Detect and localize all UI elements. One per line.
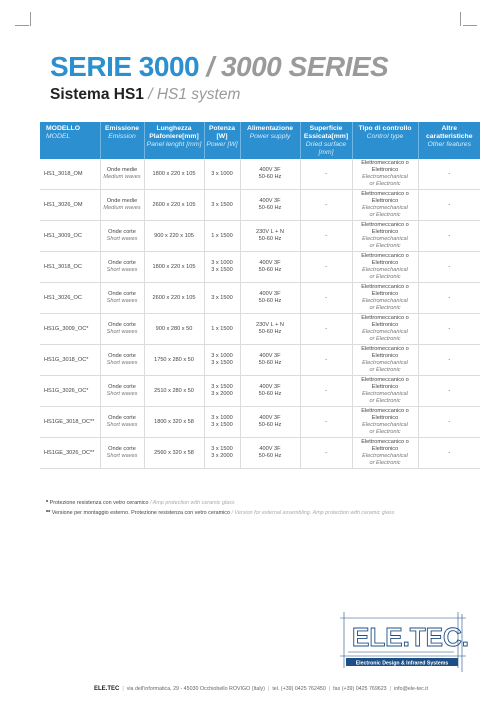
supply-frequency: 50-60 Hz [258, 391, 282, 397]
cell-emission [100, 345, 144, 376]
model-code: HS1_3009_OC [44, 232, 82, 239]
table-header-row [40, 122, 480, 159]
control-type: Elettromeccanico o [361, 377, 409, 383]
cell-control [352, 190, 418, 221]
panel-dimensions: 2600 x 220 x 105 [152, 201, 196, 208]
other-features: - [448, 294, 451, 301]
dried-surface: - [325, 387, 327, 394]
power-value-alt: 3 x 2000 [211, 391, 233, 397]
control-type-english: or Electronic [369, 367, 401, 373]
dried-surface: - [325, 201, 327, 208]
emission-type: Onde medie [106, 167, 138, 173]
cell-control [352, 438, 418, 469]
cell-supply [240, 159, 300, 190]
emission-type: Onde corte [108, 446, 136, 452]
supply-voltage: 400V 3F [259, 291, 281, 297]
cell-power [204, 376, 240, 407]
cell-model [40, 283, 100, 314]
column-header-label-english: Dried surface [mm] [305, 141, 347, 156]
cell-other [418, 221, 480, 252]
control-type-english: Electromechanical [362, 236, 408, 242]
model-code: HS1_3018_OM [44, 170, 83, 177]
other-features: - [448, 449, 451, 456]
other-features: - [448, 356, 451, 363]
cell-model [40, 314, 100, 345]
panel-dimensions: 1800 x 220 x 105 [152, 263, 196, 270]
supply-voltage: 400V 3F [259, 260, 281, 266]
cell-supply [240, 376, 300, 407]
control-type: Elettromeccanico o [361, 160, 409, 166]
cell-surface [300, 438, 352, 469]
page-footer: ELE.TEC | via dell'informatica, 29 - 45030 Occhiobello ROVIGO (Italy) | tel. (+39) 0425 762450 | fax (+39) 0425 769623 | info@ele-tec.it [94, 686, 428, 692]
cell-other [418, 283, 480, 314]
panel-dimensions: 900 x 220 x 105 [154, 232, 194, 239]
cell-supply [240, 190, 300, 221]
dried-surface: - [325, 263, 327, 270]
cell-model [40, 190, 100, 221]
cell-other [418, 190, 480, 221]
cell-control [352, 345, 418, 376]
supply-voltage: 400V 3F [259, 353, 281, 359]
column-header-label-english: Control type [366, 133, 404, 140]
subtitle-english: HS1 system [156, 86, 241, 103]
supply-voltage: 400V 3F [259, 415, 281, 421]
control-type: Elettromeccanico o [361, 346, 409, 352]
supply-voltage: 400V 3F [259, 446, 281, 452]
cell-power [204, 407, 240, 438]
cell-power [204, 283, 240, 314]
control-type-english: or Electronic [369, 274, 401, 280]
table-row [40, 252, 480, 283]
emission-type: Onde corte [108, 415, 136, 421]
cell-supply [240, 345, 300, 376]
control-type: Elettromeccanico o [361, 408, 409, 414]
column-header-label: Altre caratteristiche [426, 125, 473, 140]
emission-type: Onde medie [106, 198, 138, 204]
cell-length [144, 376, 204, 407]
cell-other [418, 345, 480, 376]
power-value-alt: 3 x 2000 [211, 453, 233, 459]
control-type: Elettronico [371, 291, 399, 297]
cell-surface [300, 376, 352, 407]
supply-frequency: 50-60 Hz [258, 298, 282, 304]
footer-email: info@ele-tec.it [394, 686, 428, 692]
cell-power [204, 252, 240, 283]
cell-control [352, 376, 418, 407]
column-header-emission [100, 122, 144, 159]
subtitle-separator: / [143, 86, 157, 103]
column-header-control [352, 122, 418, 159]
control-type: Elettronico [371, 446, 399, 452]
column-header-label: Lunghezza Plafoniere[mm] [149, 125, 199, 140]
power-value: 3 x 1000 [211, 353, 233, 359]
cell-other [418, 407, 480, 438]
power-value: 3 x 1500 [211, 384, 233, 390]
control-type: Elettronico [371, 322, 399, 328]
cell-supply [240, 283, 300, 314]
control-type-english: or Electronic [369, 429, 401, 435]
logo-wordmark: ELE.TEC. [352, 622, 470, 652]
column-header-power [204, 122, 240, 159]
cell-surface [300, 283, 352, 314]
footnote-text-english: Amp protection with ceramic glass [152, 500, 235, 506]
control-type-english: or Electronic [369, 243, 401, 249]
footer-fax: fax (+39) 0425 769623 [333, 686, 387, 692]
cell-length [144, 252, 204, 283]
control-type-english: or Electronic [369, 181, 401, 187]
eletec-logo [338, 608, 470, 676]
model-code: HS1G_3026_OC* [44, 387, 89, 394]
power-value-alt: 3 x 1500 [211, 360, 233, 366]
cell-surface [300, 314, 352, 345]
other-features: - [448, 387, 451, 394]
footnote-separator: / [148, 500, 153, 506]
power-value: 1 x 1500 [211, 232, 233, 239]
footer-phone: tel. (+39) 0425 762450 [272, 686, 326, 692]
dried-surface: - [325, 294, 327, 301]
footnotes [46, 498, 394, 518]
cell-supply [240, 221, 300, 252]
cell-surface [300, 221, 352, 252]
cell-emission [100, 314, 144, 345]
emission-type-english: Short waves [106, 422, 138, 428]
emission-type: Onde corte [108, 353, 136, 359]
control-type-english: Electromechanical [362, 360, 408, 366]
column-header-surface [300, 122, 352, 159]
control-type-english: or Electronic [369, 398, 401, 404]
cell-other [418, 376, 480, 407]
table-row [40, 407, 480, 438]
title-english: 3000 SERIES [220, 51, 389, 82]
cell-power [204, 345, 240, 376]
model-code: HS1G_3009_OC* [44, 325, 89, 332]
crop-mark-left [30, 12, 45, 26]
power-value: 3 x 1500 [211, 201, 233, 208]
footnote-separator: / [230, 510, 235, 516]
control-type: Elettronico [371, 229, 399, 235]
emission-type: Onde corte [108, 291, 136, 297]
control-type: Elettronico [371, 260, 399, 266]
supply-frequency: 50-60 Hz [258, 236, 282, 242]
control-type: Elettromeccanico o [361, 253, 409, 259]
cell-power [204, 159, 240, 190]
table-body [40, 159, 480, 469]
footnote [46, 508, 394, 518]
supply-voltage: 230V L + N [256, 229, 284, 235]
column-header-label: Emissione [105, 125, 139, 132]
footer-company: ELE.TEC [94, 686, 120, 692]
power-value: 3 x 1000 [211, 170, 233, 177]
panel-dimensions: 1750 x 280 x 50 [154, 356, 194, 363]
dried-surface: - [325, 170, 327, 177]
cell-length [144, 438, 204, 469]
column-header-label-english: Panel lenght [mm] [146, 141, 202, 148]
supply-frequency: 50-60 Hz [258, 422, 282, 428]
cell-control [352, 283, 418, 314]
emission-type: Onde corte [108, 322, 136, 328]
cell-other [418, 159, 480, 190]
cell-length [144, 283, 204, 314]
cell-model [40, 252, 100, 283]
emission-type: Onde corte [108, 229, 136, 235]
subtitle-main: Sistema HS1 [50, 86, 144, 103]
logo-tagline: Electronic Design & Infrared Systems [355, 660, 449, 667]
control-type-english: or Electronic [369, 305, 401, 311]
panel-dimensions: 900 x 280 x 50 [155, 325, 193, 332]
model-code: HS1_3026_OC [44, 294, 82, 301]
supply-frequency: 50-60 Hz [258, 267, 282, 273]
table-row [40, 283, 480, 314]
column-header-supply [240, 122, 300, 159]
table-row [40, 190, 480, 221]
cell-power [204, 190, 240, 221]
control-type-english: Electromechanical [362, 329, 408, 335]
control-type-english: or Electronic [369, 336, 401, 342]
cell-control [352, 221, 418, 252]
control-type-english: Electromechanical [362, 391, 408, 397]
table-row [40, 159, 480, 190]
control-type: Elettromeccanico o [361, 315, 409, 321]
dried-surface: - [325, 449, 327, 456]
cell-surface [300, 252, 352, 283]
supply-frequency: 50-60 Hz [258, 360, 282, 366]
control-type-english: Electromechanical [362, 422, 408, 428]
power-value: 1 x 1500 [211, 325, 233, 332]
cell-supply [240, 407, 300, 438]
supply-voltage: 400V 3F [259, 384, 281, 390]
panel-dimensions: 1800 x 220 x 105 [152, 170, 196, 177]
cell-emission [100, 438, 144, 469]
column-header-label-english: Power [W] [206, 141, 238, 148]
emission-type: Onde corte [108, 260, 136, 266]
cell-control [352, 407, 418, 438]
footnote-text: Versione per montaggio esterno. Protezione resistenza con vetro ceramico [51, 510, 230, 516]
supply-frequency: 50-60 Hz [258, 174, 282, 180]
footnote [46, 498, 394, 508]
control-type-english: Electromechanical [362, 267, 408, 273]
other-features: - [448, 232, 451, 239]
footnote-text-english: Version for external assembling. Amp protection with ceramic glass [234, 510, 395, 516]
panel-dimensions: 2560 x 320 x 58 [154, 449, 194, 456]
panel-dimensions: 2600 x 220 x 105 [152, 294, 196, 301]
footnote-mark: * [46, 500, 49, 506]
model-code: HS1_3018_OC [44, 263, 82, 270]
supply-voltage: 230V L + N [256, 322, 284, 328]
emission-type-english: Medium waves [103, 205, 141, 211]
control-type-english: Electromechanical [362, 174, 408, 180]
control-type-english: or Electronic [369, 460, 401, 466]
control-type: Elettronico [371, 384, 399, 390]
table-row [40, 345, 480, 376]
footer-address: via dell'informatica, 29 - 45030 Occhiobello ROVIGO (Italy) [126, 686, 265, 692]
cell-model [40, 345, 100, 376]
cell-surface [300, 345, 352, 376]
column-header-label-english: Power supply [249, 133, 291, 140]
cell-emission [100, 252, 144, 283]
model-code: HS1G_3018_OC* [44, 356, 89, 363]
supply-frequency: 50-60 Hz [258, 453, 282, 459]
cell-other [418, 438, 480, 469]
control-type-english: Electromechanical [362, 205, 408, 211]
panel-dimensions: 1800 x 320 x 58 [154, 418, 194, 425]
table-row [40, 221, 480, 252]
column-header-label-english: MODEL [46, 133, 71, 140]
cell-length [144, 159, 204, 190]
control-type: Elettromeccanico o [361, 284, 409, 290]
footnote-text: Protezione resistenza con vetro ceramico [49, 500, 149, 506]
supply-frequency: 50-60 Hz [258, 329, 282, 335]
cell-model [40, 376, 100, 407]
cell-surface [300, 190, 352, 221]
control-type: Elettromeccanico o [361, 222, 409, 228]
column-header-label-english: Other features [427, 141, 471, 148]
page-title [50, 52, 388, 82]
supply-voltage: 400V 3F [259, 198, 281, 204]
cell-supply [240, 314, 300, 345]
column-header-length [144, 122, 204, 159]
cell-power [204, 314, 240, 345]
cell-model [40, 221, 100, 252]
supply-voltage: 400V 3F [259, 167, 281, 173]
table-row [40, 438, 480, 469]
other-features: - [448, 263, 451, 270]
cell-emission [100, 407, 144, 438]
cell-length [144, 345, 204, 376]
supply-frequency: 50-60 Hz [258, 205, 282, 211]
cell-other [418, 252, 480, 283]
power-value: 3 x 1000 [211, 415, 233, 421]
model-code: HS1_3026_OM [44, 201, 83, 208]
column-header-label: Potenza [W] [208, 125, 236, 140]
cell-emission [100, 159, 144, 190]
emission-type-english: Short waves [106, 267, 138, 273]
cell-length [144, 314, 204, 345]
footnote-mark: ** [46, 510, 51, 516]
cell-length [144, 190, 204, 221]
emission-type-english: Short waves [106, 298, 138, 304]
control-type-english: Electromechanical [362, 453, 408, 459]
column-header-label: Alimentazione [246, 125, 294, 132]
control-type: Elettromeccanico o [361, 191, 409, 197]
cell-emission [100, 221, 144, 252]
cell-control [352, 159, 418, 190]
column-header-label: Tipo di controllo [358, 125, 412, 132]
cell-model [40, 407, 100, 438]
dried-surface: - [325, 232, 327, 239]
cell-surface [300, 407, 352, 438]
other-features: - [448, 418, 451, 425]
cell-emission [100, 190, 144, 221]
emission-type-english: Short waves [106, 329, 138, 335]
cell-length [144, 221, 204, 252]
column-header-label: Superficie Essicata[mm] [303, 125, 349, 140]
power-value: 3 x 1000 [211, 260, 233, 266]
power-value: 3 x 1500 [211, 446, 233, 452]
cell-power [204, 221, 240, 252]
dried-surface: - [325, 325, 327, 332]
emission-type-english: Medium waves [103, 174, 141, 180]
control-type: Elettromeccanico o [361, 439, 409, 445]
emission-type-english: Short waves [106, 391, 138, 397]
other-features: - [448, 201, 451, 208]
cell-supply [240, 438, 300, 469]
column-header-model [40, 122, 100, 159]
dried-surface: - [325, 356, 327, 363]
cell-control [352, 252, 418, 283]
model-code: HS1GE_3026_OC** [44, 449, 95, 456]
control-type: Elettronico [371, 415, 399, 421]
column-header-label: MODELLO [46, 125, 80, 132]
cell-power [204, 438, 240, 469]
control-type: Elettronico [371, 198, 399, 204]
emission-type-english: Short waves [106, 360, 138, 366]
dried-surface: - [325, 418, 327, 425]
column-header-label-english: Emission [108, 133, 136, 140]
column-header-other [418, 122, 480, 159]
spec-table [40, 122, 480, 469]
emission-type: Onde corte [108, 384, 136, 390]
cell-other [418, 314, 480, 345]
table-row [40, 314, 480, 345]
emission-type-english: Short waves [106, 236, 138, 242]
table-row [40, 376, 480, 407]
title-separator: / [199, 51, 221, 82]
power-value-alt: 3 x 1500 [211, 267, 233, 273]
power-value-alt: 3 x 1500 [211, 422, 233, 428]
power-value: 3 x 1500 [211, 294, 233, 301]
other-features: - [448, 170, 451, 177]
cell-emission [100, 283, 144, 314]
other-features: - [448, 325, 451, 332]
control-type-english: or Electronic [369, 212, 401, 218]
emission-type-english: Short waves [106, 453, 138, 459]
crop-mark-right [460, 12, 475, 26]
panel-dimensions: 2510 x 280 x 50 [154, 387, 194, 394]
cell-model [40, 438, 100, 469]
control-type-english: Electromechanical [362, 298, 408, 304]
cell-surface [300, 159, 352, 190]
control-type: Elettronico [371, 353, 399, 359]
title-main: SERIE 3000 [50, 51, 200, 82]
page-subtitle [50, 86, 240, 104]
cell-model [40, 159, 100, 190]
model-code: HS1GE_3018_OC** [44, 418, 95, 425]
cell-emission [100, 376, 144, 407]
control-type: Elettronico [371, 167, 399, 173]
cell-length [144, 407, 204, 438]
cell-supply [240, 252, 300, 283]
cell-control [352, 314, 418, 345]
